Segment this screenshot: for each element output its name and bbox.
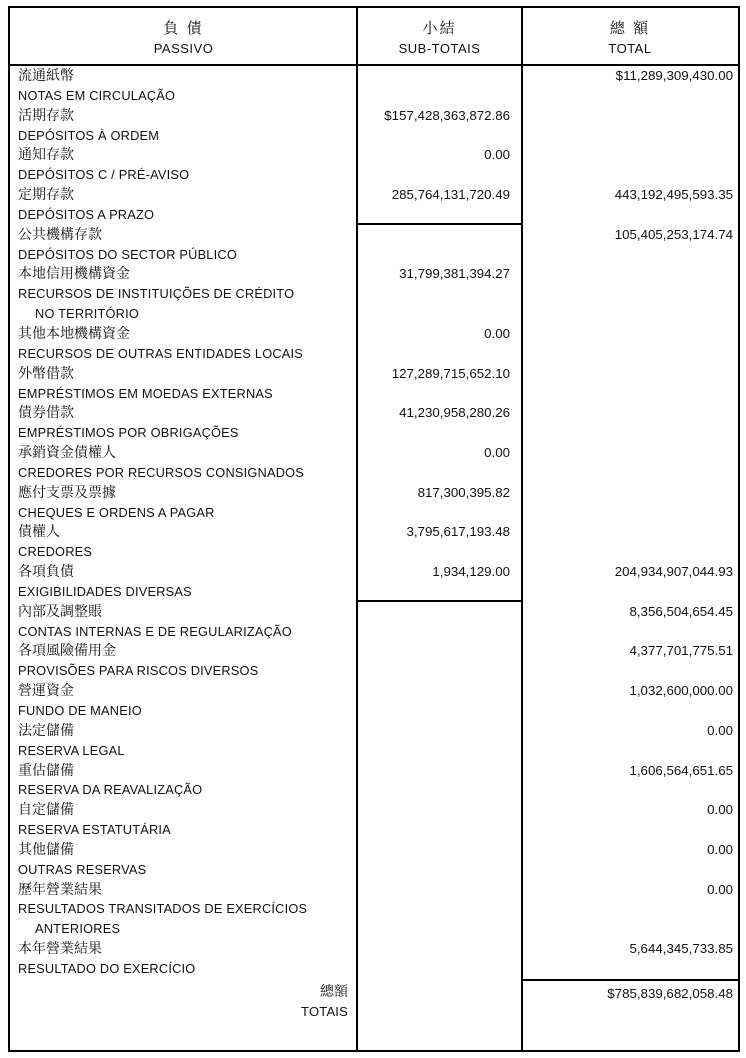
- label-zh: 債券借款: [18, 404, 74, 421]
- table-row: [10, 225, 738, 265]
- total-value: 443,192,495,593.35: [614, 187, 733, 203]
- row-label-cell: [10, 145, 357, 185]
- total-value: 204,934,907,044.93: [614, 564, 733, 580]
- header-subtotais-zh: 小結: [422, 19, 457, 37]
- total-value: [522, 443, 733, 463]
- subtotal-value: [357, 602, 510, 622]
- label-pt-line: EXIGIBILIDADES DIVERSAS: [18, 583, 192, 599]
- row-label-cell: [10, 185, 357, 225]
- table-row: [10, 800, 738, 840]
- label-pt-line: CHEQUES E ORDENS A PAGAR: [18, 504, 215, 520]
- row-total-cell: [522, 562, 738, 602]
- label-zh: 各項負債: [18, 563, 74, 580]
- row-label-cell: [10, 225, 357, 265]
- total-value: 1,032,600,000.00: [629, 683, 733, 699]
- row-total-cell: [522, 264, 738, 324]
- label-pt-line: RESULTADOS TRANSITADOS DE EXERCÍCIOS: [18, 901, 308, 917]
- row-label-cell: [10, 264, 357, 324]
- table-row: [10, 324, 738, 364]
- row-total-cell: [522, 761, 738, 801]
- row-total-cell: [522, 840, 738, 880]
- subtotal-value: [357, 721, 510, 741]
- row-label-cell: [10, 562, 357, 602]
- label-pt-line: RESERVA LEGAL: [18, 742, 125, 758]
- table-row: [10, 66, 738, 106]
- label-zh: 承銷資金債權人: [18, 444, 116, 461]
- grand-total-value: $785,839,682,058.48: [607, 985, 733, 1001]
- total-value: 4,377,701,775.51: [629, 643, 733, 659]
- header-passivo-zh: 負 債: [163, 19, 204, 37]
- row-label-cell: [10, 443, 357, 483]
- label-pt-line: OUTRAS RESERVAS: [18, 861, 147, 877]
- table-row: [10, 106, 738, 146]
- label-zh: 歷年營業結果: [18, 880, 102, 897]
- row-total-cell: [522, 602, 738, 642]
- row-subtotal-cell: [357, 185, 522, 225]
- row-subtotal-cell: [357, 840, 522, 880]
- label-pt-line: CREDORES: [18, 544, 93, 560]
- row-label-cell: [10, 939, 357, 979]
- subtotal-value: 1,934,129.00: [432, 564, 510, 580]
- label-zh: 應付支票及票據: [18, 483, 116, 500]
- label-pt-line: EMPRÉSTIMOS POR OBRIGAÇÕES: [18, 425, 239, 441]
- label-zh: 通知存款: [18, 146, 74, 163]
- row-subtotal-cell: [357, 443, 522, 483]
- label-zh: 定期存款: [18, 186, 74, 203]
- row-subtotal-cell: [357, 602, 522, 642]
- row-total-cell: [522, 939, 738, 979]
- label-pt-line: RECURSOS DE INSTITUIÇÕES DE CRÉDITO: [18, 286, 295, 302]
- subtotal-value: [357, 800, 510, 820]
- label-zh: 重估儲備: [18, 761, 74, 778]
- row-subtotal-cell: [357, 939, 522, 979]
- row-subtotal-cell: [357, 800, 522, 840]
- row-subtotal-cell: [357, 681, 522, 721]
- row-subtotal-cell: [357, 761, 522, 801]
- header-total-zh: 總 額: [609, 19, 651, 37]
- header-subtotais-pt: SUB-TOTAIS: [398, 40, 481, 56]
- subtotal-value: [357, 225, 510, 245]
- row-total-cell: [522, 403, 738, 443]
- label-zh: 各項風險備用金: [18, 642, 116, 659]
- label-pt-line: NOTAS EM CIRCULAÇÃO: [18, 87, 176, 103]
- footer-label-pt: TOTAIS: [301, 1003, 348, 1019]
- total-value: [522, 106, 733, 126]
- label-zh: 流通紙幣: [18, 67, 74, 83]
- label-pt-line: RESULTADO DO EXERCÍCIO: [18, 960, 196, 976]
- label-pt-line: DEPÓSITOS C / PRÉ-AVISO: [18, 167, 190, 183]
- row-label-cell: [10, 403, 357, 443]
- table-body: [10, 66, 738, 979]
- row-total-cell: [522, 324, 738, 364]
- table-row: [10, 185, 738, 225]
- label-pt-line: FUNDO DE MANEIO: [18, 703, 142, 718]
- label-zh: 外幣借款: [18, 364, 74, 381]
- row-subtotal-cell: [357, 483, 522, 523]
- table-footer: [10, 979, 738, 1050]
- subtotal-value: 41,230,958,280.26: [399, 405, 510, 421]
- row-total-cell: [522, 66, 738, 106]
- total-value: 1,606,564,651.65: [629, 762, 733, 778]
- row-label-cell: [10, 681, 357, 721]
- row-total-cell: [522, 106, 738, 146]
- row-label-cell: [10, 721, 357, 761]
- total-value: [522, 522, 733, 542]
- subtotal-value: [357, 880, 510, 900]
- table-row: [10, 443, 738, 483]
- table-row: [10, 483, 738, 523]
- table-row: [10, 403, 738, 443]
- label-zh: 債權人: [18, 523, 60, 540]
- row-subtotal-cell: [357, 403, 522, 443]
- row-total-cell: [522, 641, 738, 681]
- row-label-cell: [10, 66, 357, 106]
- row-total-cell: [522, 443, 738, 483]
- table-row: [10, 939, 738, 979]
- subtotal-value: [357, 66, 510, 86]
- subtotal-value: 817,300,395.82: [417, 484, 510, 500]
- label-pt-line: PROVISÕES PARA RISCOS DIVERSOS: [18, 663, 259, 679]
- header-passivo-pt: PASSIVO: [153, 40, 214, 56]
- total-value: $11,289,309,430.00: [615, 68, 733, 83]
- row-label-cell: [10, 106, 357, 146]
- label-pt-line: DEPÓSITOS DO SECTOR PÚBLICO: [18, 246, 237, 262]
- row-label-cell: [10, 641, 357, 681]
- label-zh: 其他本地機構資金: [18, 324, 130, 341]
- row-subtotal-cell: [357, 324, 522, 364]
- table-row: [10, 364, 738, 404]
- column-divider-1: [356, 8, 358, 1050]
- label-pt-line: DEPÓSITOS A PRAZO: [18, 206, 155, 222]
- row-subtotal-cell: [357, 880, 522, 940]
- subtotal-value: 285,764,131,720.49: [391, 187, 510, 203]
- row-subtotal-cell: [357, 522, 522, 562]
- header-passivo: [10, 8, 357, 64]
- row-total-cell: [522, 185, 738, 225]
- row-label-cell: [10, 324, 357, 364]
- label-zh: 本年營業結果: [18, 940, 102, 957]
- row-subtotal-cell: [357, 145, 522, 185]
- label-pt-line: DEPÓSITOS À ORDEM: [18, 127, 160, 143]
- subtotal-value: [357, 681, 510, 701]
- row-subtotal-cell: [357, 641, 522, 681]
- total-value: 0.00: [707, 841, 733, 857]
- total-value: [522, 403, 733, 423]
- row-label-cell: [10, 602, 357, 642]
- subtotal-value: [357, 840, 510, 860]
- subtotal-value: 0.00: [484, 445, 510, 461]
- label-pt-line: RESERVA DA REAVALIZAÇÃO: [18, 782, 203, 798]
- table-row: [10, 840, 738, 880]
- label-zh: 內部及調整賬: [18, 602, 102, 619]
- row-total-cell: [522, 225, 738, 265]
- row-label-cell: [10, 761, 357, 801]
- footer-label-zh: 總額: [320, 982, 348, 999]
- subtotal-value: 3,795,617,193.48: [406, 524, 510, 540]
- label-zh: 自定儲備: [18, 801, 74, 818]
- total-value: 105,405,253,174.74: [614, 226, 733, 242]
- subtotal-value: $157,428,363,872.86: [384, 107, 510, 123]
- total-value: [522, 145, 733, 165]
- label-zh: 營運資金: [18, 682, 74, 699]
- row-subtotal-cell: [357, 721, 522, 761]
- table-row: [10, 522, 738, 562]
- row-total-cell: [522, 721, 738, 761]
- table-row: [10, 602, 738, 642]
- liabilities-table: [8, 6, 740, 1052]
- table-row: [10, 721, 738, 761]
- footer-totals-label-cell: [10, 979, 357, 1050]
- footer-subtotal-cell: [357, 979, 522, 1050]
- row-total-cell: [522, 880, 738, 940]
- row-label-cell: [10, 483, 357, 523]
- total-value: 5,644,345,733.85: [629, 941, 733, 957]
- row-total-cell: [522, 522, 738, 562]
- row-label-cell: [10, 840, 357, 880]
- total-value: [522, 483, 733, 503]
- row-total-cell: [522, 681, 738, 721]
- label-zh: 活期存款: [18, 106, 74, 123]
- row-subtotal-cell: [357, 364, 522, 404]
- row-total-cell: [522, 145, 738, 185]
- table-row: [10, 641, 738, 681]
- row-total-cell: [522, 364, 738, 404]
- total-value: 0.00: [707, 722, 733, 738]
- label-pt-line: NO TERRITÓRIO: [35, 306, 140, 322]
- table-row: [10, 761, 738, 801]
- table-row: [10, 681, 738, 721]
- label-zh: 法定儲備: [18, 721, 74, 738]
- table-row: [10, 562, 738, 602]
- table-row: [10, 145, 738, 185]
- subtotal-value: 127,289,715,652.10: [391, 365, 510, 381]
- label-zh: 公共機構存款: [18, 225, 102, 242]
- row-label-cell: [10, 880, 357, 940]
- row-total-cell: [522, 800, 738, 840]
- row-label-cell: [10, 522, 357, 562]
- label-pt-line: CONTAS INTERNAS E DE REGULARIZAÇÃO: [18, 623, 292, 639]
- label-zh: 本地信用機構資金: [18, 265, 130, 282]
- label-pt-line: CREDORES POR RECURSOS CONSIGNADOS: [18, 464, 305, 480]
- header-subtotais: [357, 8, 522, 64]
- subtotal-value: [357, 761, 510, 781]
- total-value: 8,356,504,654.45: [629, 603, 733, 619]
- header-total: [522, 8, 738, 64]
- total-value: [522, 364, 733, 384]
- table-header: [10, 8, 738, 66]
- total-value: 0.00: [707, 802, 733, 818]
- table-row: [10, 264, 738, 324]
- subtotal-value: [357, 641, 510, 661]
- label-zh: 其他儲備: [18, 840, 74, 857]
- total-value: [522, 324, 733, 344]
- table-row: [10, 880, 738, 940]
- label-pt-line: RESERVA ESTATUTÁRIA: [18, 822, 171, 838]
- footer-grand-total-cell: [522, 979, 738, 1050]
- header-total-pt: TOTAL: [608, 40, 652, 56]
- label-pt-line: ANTERIORES: [35, 921, 121, 937]
- row-subtotal-cell: [357, 225, 522, 265]
- subtotal-value: 0.00: [484, 325, 510, 341]
- total-value: [522, 264, 733, 284]
- subtotal-value: 0.00: [484, 147, 510, 163]
- row-subtotal-cell: [357, 562, 522, 602]
- label-pt-line: EMPRÉSTIMOS EM MOEDAS EXTERNAS: [18, 385, 273, 401]
- row-subtotal-cell: [357, 66, 522, 106]
- row-label-cell: [10, 800, 357, 840]
- row-label-cell: [10, 364, 357, 404]
- label-pt-line: RECURSOS DE OUTRAS ENTIDADES LOCAIS: [18, 345, 304, 361]
- subtotal-value: [357, 939, 510, 959]
- row-total-cell: [522, 483, 738, 523]
- column-divider-2: [521, 8, 523, 1050]
- row-subtotal-cell: [357, 264, 522, 324]
- subtotal-value: 31,799,381,394.27: [399, 266, 510, 282]
- total-value: 0.00: [707, 881, 733, 897]
- row-subtotal-cell: [357, 106, 522, 146]
